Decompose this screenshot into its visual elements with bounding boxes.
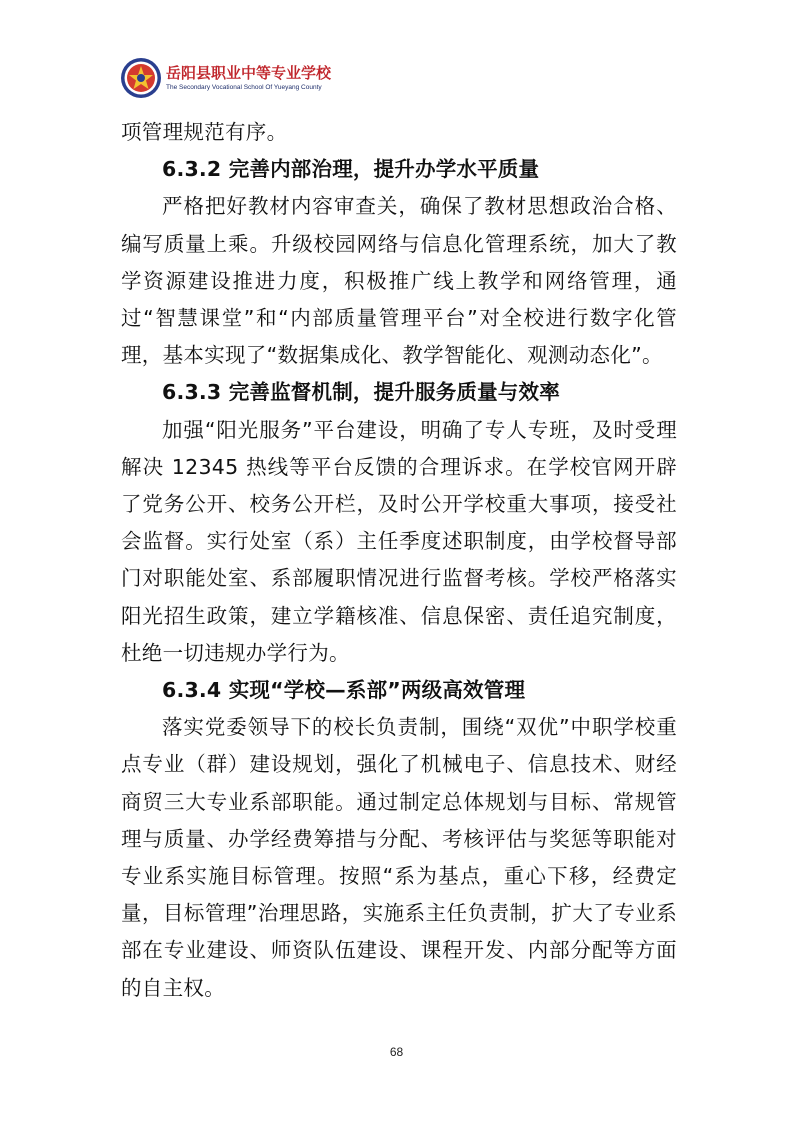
school-name-cn: 岳阳县职业中等专业学校 bbox=[166, 64, 332, 82]
document-body bbox=[121, 114, 677, 1007]
page-header bbox=[120, 56, 331, 100]
school-name-en: The Secondary Vocational School Of Yueyang County bbox=[166, 84, 322, 91]
paragraph-6-3-3: 加强“阳光服务”平台建设，明确了专人专班，及时受理解决 12345 热线等平台反馈的合理诉求。在学校官网开辟了党务公开、校务公开栏，及时公开学校重大事项，接受社会监督。实行处室（系）主任季度述职制度，由学校督导部门对职能处室、系部履职情况进行监督考核。学校严格落实阳光招生政策，建立学籍核准、信息保密、责任追究制度，杜绝一切违规办学行为。 bbox=[121, 417, 677, 665]
paragraph-6-3-2: 严格把好教材内容审查关，确保了教材思想政治合格、编写质量上乘。升级校园网络与信息化管理系统，加大了教学资源建设推进力度，积极推广线上教学和网络管理，通过“智慧课堂”和“内部质量管理平台”对全校进行数字化管理，基本实现了“数据集成化、教学智能化、观测动态化”。 bbox=[121, 194, 677, 368]
page-number: 68 bbox=[389, 1045, 404, 1059]
school-logo-icon bbox=[120, 57, 162, 99]
paragraph-6-3-4: 落实党委领导下的校长负责制，围绕“双优”中职学校重点专业（群）建设规划，强化了机械电子、信息技术、财经商贸三大专业系部职能。通过制定总体规划与目标、常规管理与质量、办学经费筹措与分配、考核评估与奖惩等职能对专业系实施目标管理。按照“系为基点，重心下移，经费定量，目标管理”治理思路，实施系主任负责制，扩大了专业系部在专业建设、师资队伍建设、课程开发、内部分配等方面的自主权。 bbox=[121, 715, 677, 1000]
paragraph-continuation: 项管理规范有序。 bbox=[121, 120, 288, 144]
school-name-block bbox=[166, 64, 331, 92]
section-heading-6-3-3: 6.3.3 完善监督机制，提升服务质量与效率 bbox=[162, 380, 560, 405]
section-heading-6-3-4: 6.3.4 实现“学校—系部”两级高效管理 bbox=[162, 678, 526, 703]
section-heading-6-3-2: 6.3.2 完善内部治理，提升办学水平质量 bbox=[162, 157, 540, 182]
